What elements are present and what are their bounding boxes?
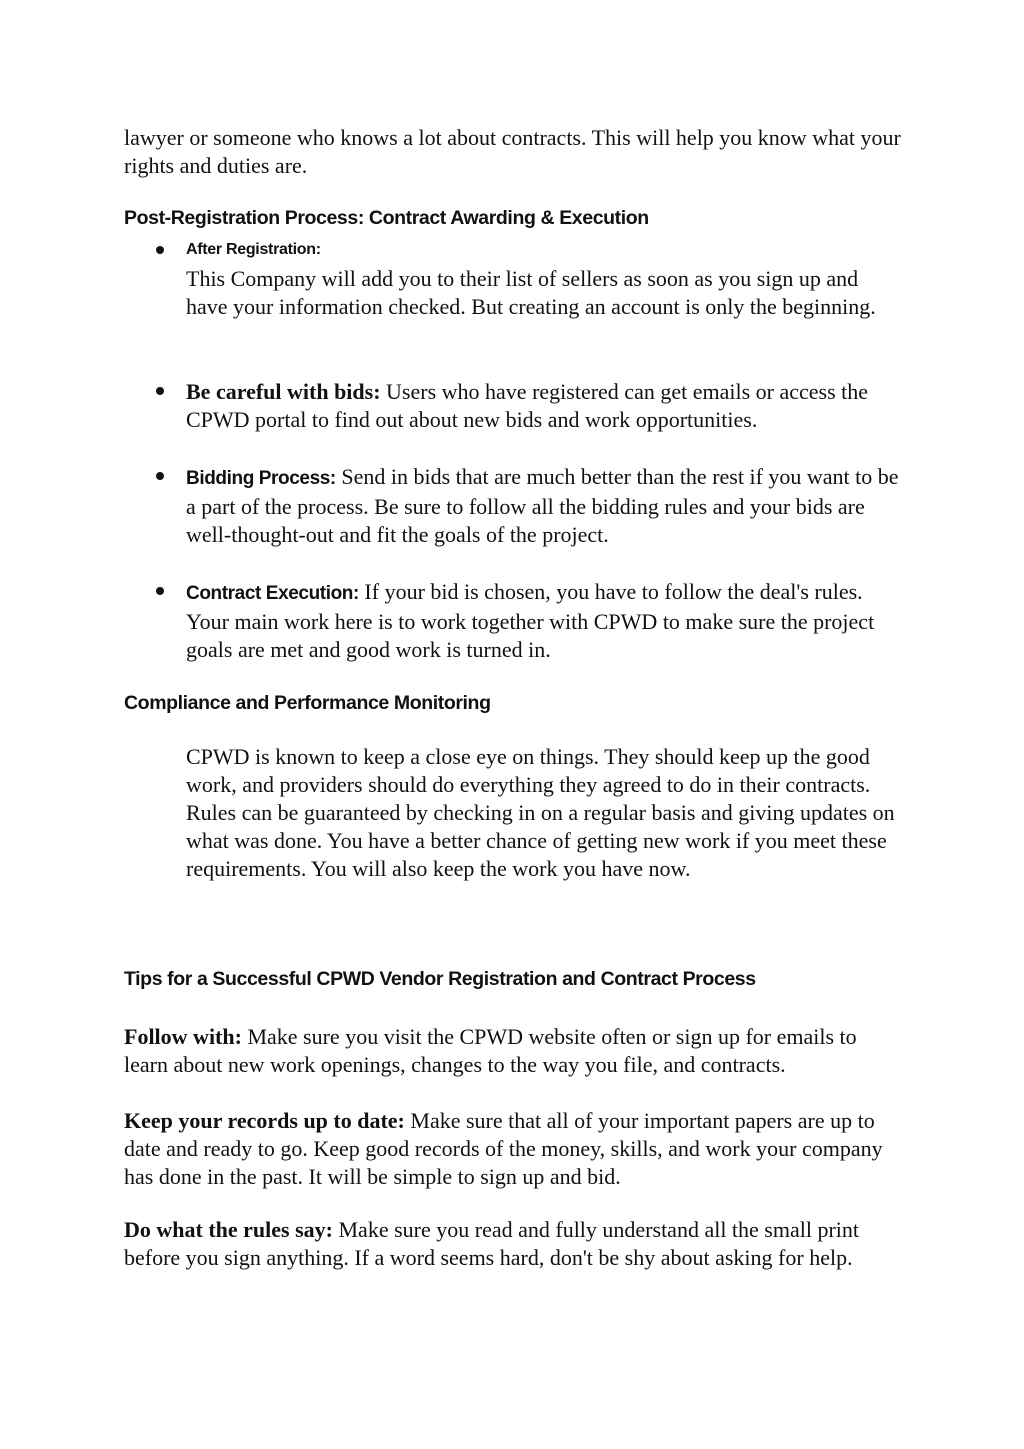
bidding-process-text: Send in bids that are much better than the rest if you want to be a part of the process. Be sure to follow all the bidding rules and your bids are well-thought-out and fit the goals of the project. — [186, 464, 899, 547]
contract-execution-item — [186, 578, 901, 664]
tip-records — [124, 1107, 904, 1191]
post-registration-heading: Post-Registration Process: Contract Awarding & Execution — [124, 207, 649, 229]
contract-execution-text: If your bid is chosen, you have to follow the deal's rules. Your main work here is to work together with CPWD to make sure the project goals are met and good work is turned in. — [186, 579, 875, 662]
bullet-icon — [156, 387, 164, 395]
after-registration-text: This Company will add you to their list of sellers as soon as you sign up and have your information checked. But creating an account is only the beginning. — [186, 266, 876, 319]
tip-rules-label: Do what the rules say: — [124, 1217, 333, 1242]
tip-follow — [124, 1023, 904, 1079]
tip-follow-label: Follow with: — [124, 1024, 242, 1049]
tip-rules — [124, 1216, 904, 1272]
tip-follow-text: Make sure you visit the CPWD website often or sign up for emails to learn about new work openings, changes to the way you file, and contracts. — [124, 1024, 857, 1077]
bids-label: Be careful with bids: — [186, 379, 381, 404]
intro-paragraph: lawyer or someone who knows a lot about contracts. This will help you know what your rights and duties are. — [124, 125, 901, 178]
tip-records-text: Make sure that all of your important papers are up to date and ready to go. Keep good records of the money, skills, and work your company has done in the past. It will be simple to sign up and bid. — [124, 1108, 883, 1189]
tip-records-label: Keep your records up to date: — [124, 1108, 405, 1133]
contract-execution-label: Contract Execution: — [186, 583, 359, 604]
tip-rules-text: Make sure you read and fully understand all the small print before you sign anything. If a word seems hard, don't be shy about asking for help. — [124, 1217, 860, 1270]
bullet-icon — [156, 246, 164, 254]
bullet-icon — [156, 472, 164, 480]
bids-text: Users who have registered can get emails or access the CPWD portal to find out about new bids and work opportunities. — [186, 379, 869, 432]
bullet-icon — [156, 587, 164, 595]
tips-heading: Tips for a Successful CPWD Vendor Registration and Contract Process — [124, 968, 756, 990]
bids-item — [186, 378, 901, 434]
bidding-process-label: Bidding Process: — [186, 468, 336, 489]
compliance-paragraph: CPWD is known to keep a close eye on things. They should keep up the good work, and providers should do everything they agreed to do in their contracts. Rules can be guaranteed by checking in on a regular basis and giving updates on what was done. You have a better chance of getting new work if you meet these requirements. You will also keep the work you have now. — [186, 744, 895, 881]
compliance-heading: Compliance and Performance Monitoring — [124, 692, 491, 714]
bidding-process-item — [186, 463, 901, 549]
after-registration-label: After Registration: — [186, 241, 321, 258]
